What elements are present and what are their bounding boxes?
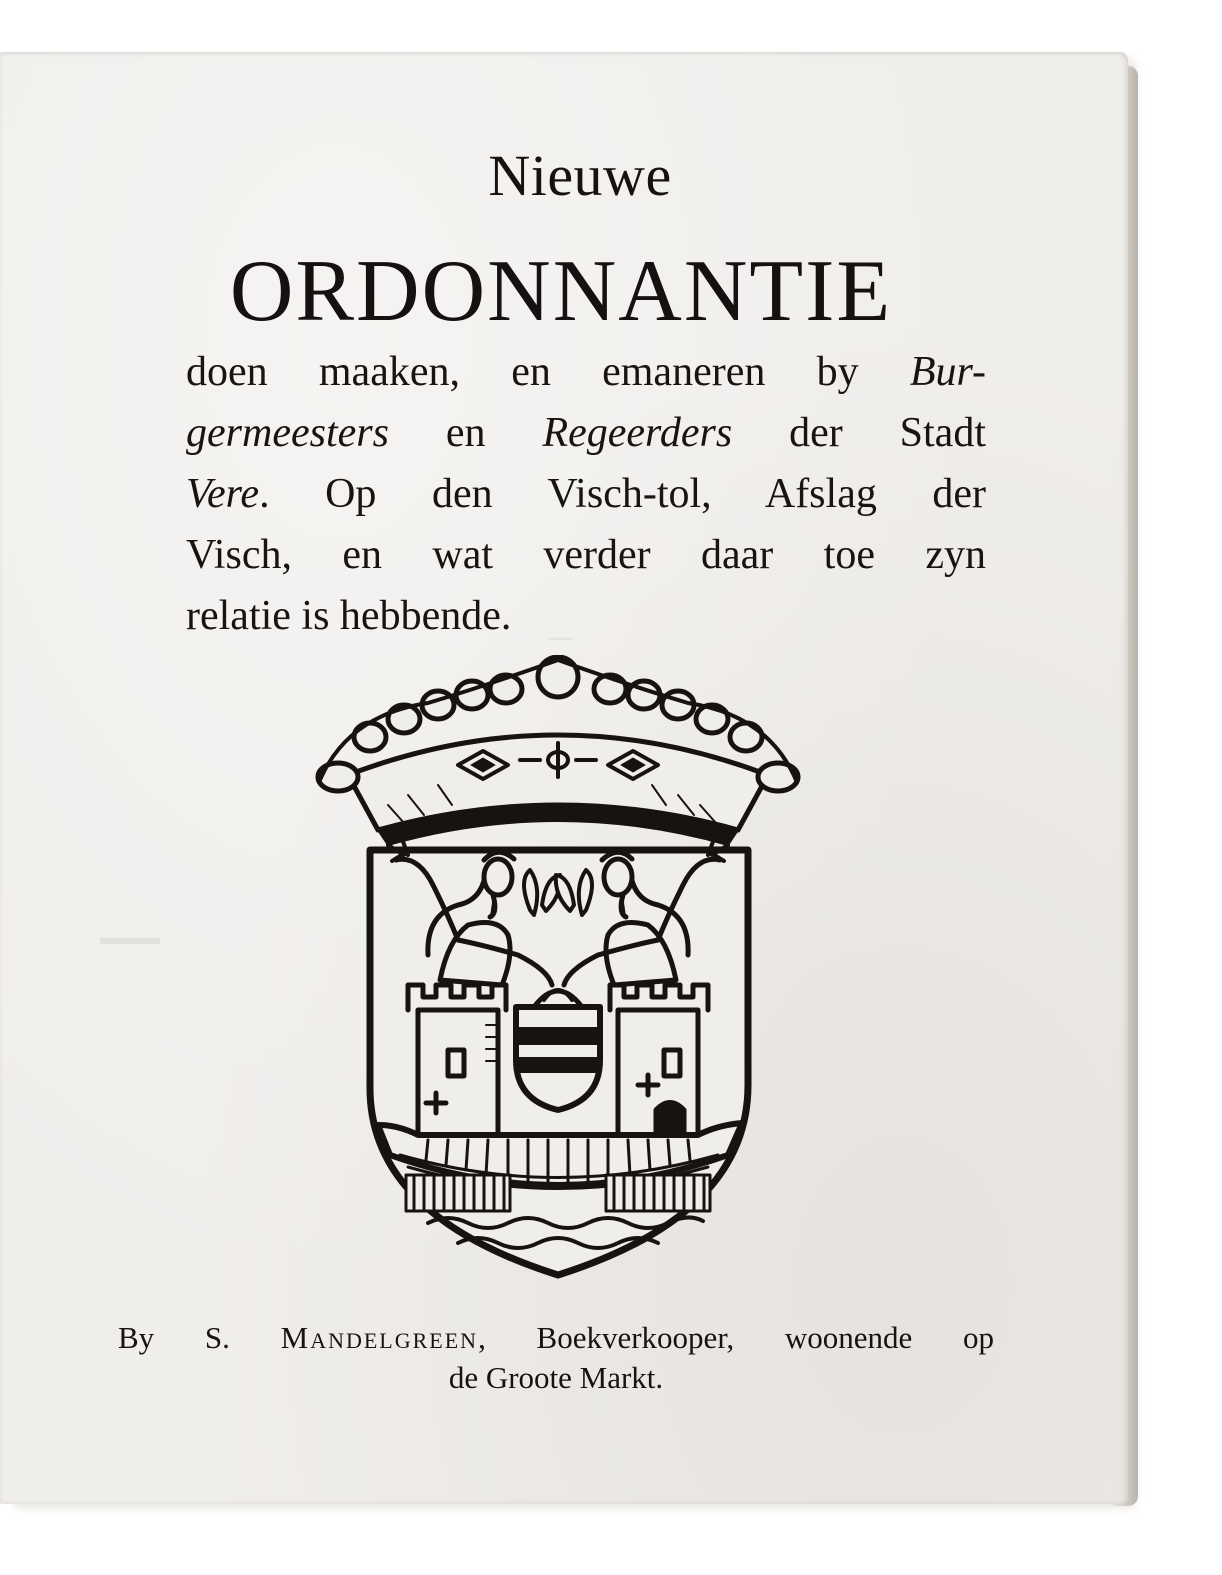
subtitle-text: en: [388, 410, 543, 456]
imprint-printer-name: Mandelgreen: [280, 1320, 479, 1355]
subtitle-italic: germeesters: [186, 410, 389, 456]
imprint-rest: , Boekverkooper, woonende op: [478, 1320, 995, 1355]
title-line-nieuwe: Nieuwe: [488, 143, 672, 208]
coat-of-arms-icon: [308, 655, 808, 1285]
subtitle-line-5: relatie is hebbende.: [186, 593, 512, 639]
subtitle-italic: Bur-: [909, 349, 986, 395]
subtitle-line-3: [186, 464, 986, 525]
subtitle-text: der Stadt: [732, 410, 986, 456]
subtitle-italic: Vere: [186, 471, 260, 517]
imprint-line-1: [118, 1318, 994, 1358]
subtitle-italic: Regeerders: [542, 410, 733, 456]
imprint: [118, 1318, 994, 1398]
subtitle-text: . Op den Visch-tol, Afslag der: [259, 471, 986, 517]
subtitle-line-1: [186, 342, 986, 403]
subtitle-line-2: [186, 403, 986, 464]
title-line-ordonnantie: ORDONNANTIE: [229, 243, 893, 340]
imprint-by: By S.: [118, 1320, 281, 1355]
subtitle-text: doen maaken, en emaneren by: [186, 349, 910, 395]
subtitle-line-4: Visch, en wat verder daar toe zyn: [186, 532, 986, 578]
imprint-line-2: de Groote Markt.: [448, 1360, 664, 1395]
subtitle: [186, 342, 986, 647]
